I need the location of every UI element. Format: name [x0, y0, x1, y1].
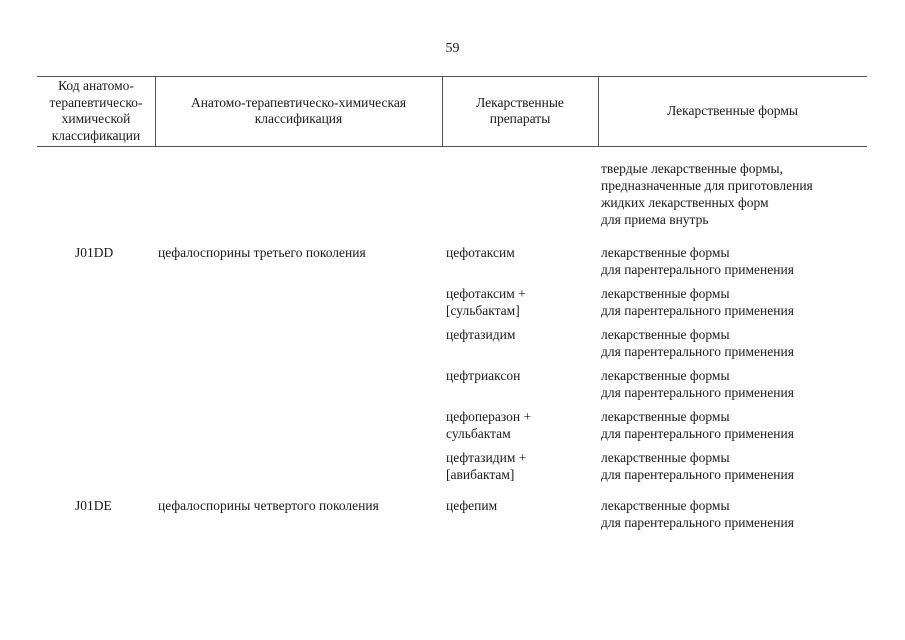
group-name: цефалоспорины четвертого поколения [158, 498, 379, 513]
group-name: цефалоспорины третьего поколения [158, 245, 366, 260]
drug-name: цефепим [446, 498, 498, 513]
drug-name: цефотаксим [446, 245, 515, 260]
drug-form: лекарственные формы для парентерального применения [601, 245, 794, 277]
drug-name: цефотаксим + [сульбактам] [446, 286, 526, 318]
header-forms: Лекарственные формы [667, 102, 798, 118]
drug-form: лекарственные формы для парентерального применения [601, 498, 794, 530]
drug-name: цефтазидим [446, 327, 516, 342]
group-code: J01DD [75, 245, 114, 260]
header-code: Код анатомо- терапевтическо- химической классификации [49, 78, 143, 143]
drug-form: лекарственные формы для парентерального применения [601, 450, 794, 482]
drug-name: цефтазидим + [авибактам] [446, 450, 527, 482]
page-number: 59 [445, 41, 460, 56]
drug-form: лекарственные формы для парентерального применения [601, 286, 794, 318]
drug-name: цефоперазон + сульбактам [446, 409, 532, 441]
drug-form: лекарственные формы для парентерального применения [601, 409, 794, 441]
continuation-form-cell: твердые лекарственные формы, предназначенные для приготовления жидких лекарственных форм для приема внутрь [601, 161, 813, 227]
table-header-rule [37, 146, 867, 147]
drug-form: лекарственные формы для парентерального применения [601, 368, 794, 400]
drug-form: лекарственные формы для парентерального применения [601, 327, 794, 359]
header-drugs: Лекарственные препараты [476, 94, 564, 126]
group-code: J01DE [75, 498, 112, 513]
drug-name: цефтриаксон [446, 368, 521, 383]
header-classification: Анатомо-терапевтическо-химическая классификация [190, 94, 407, 126]
